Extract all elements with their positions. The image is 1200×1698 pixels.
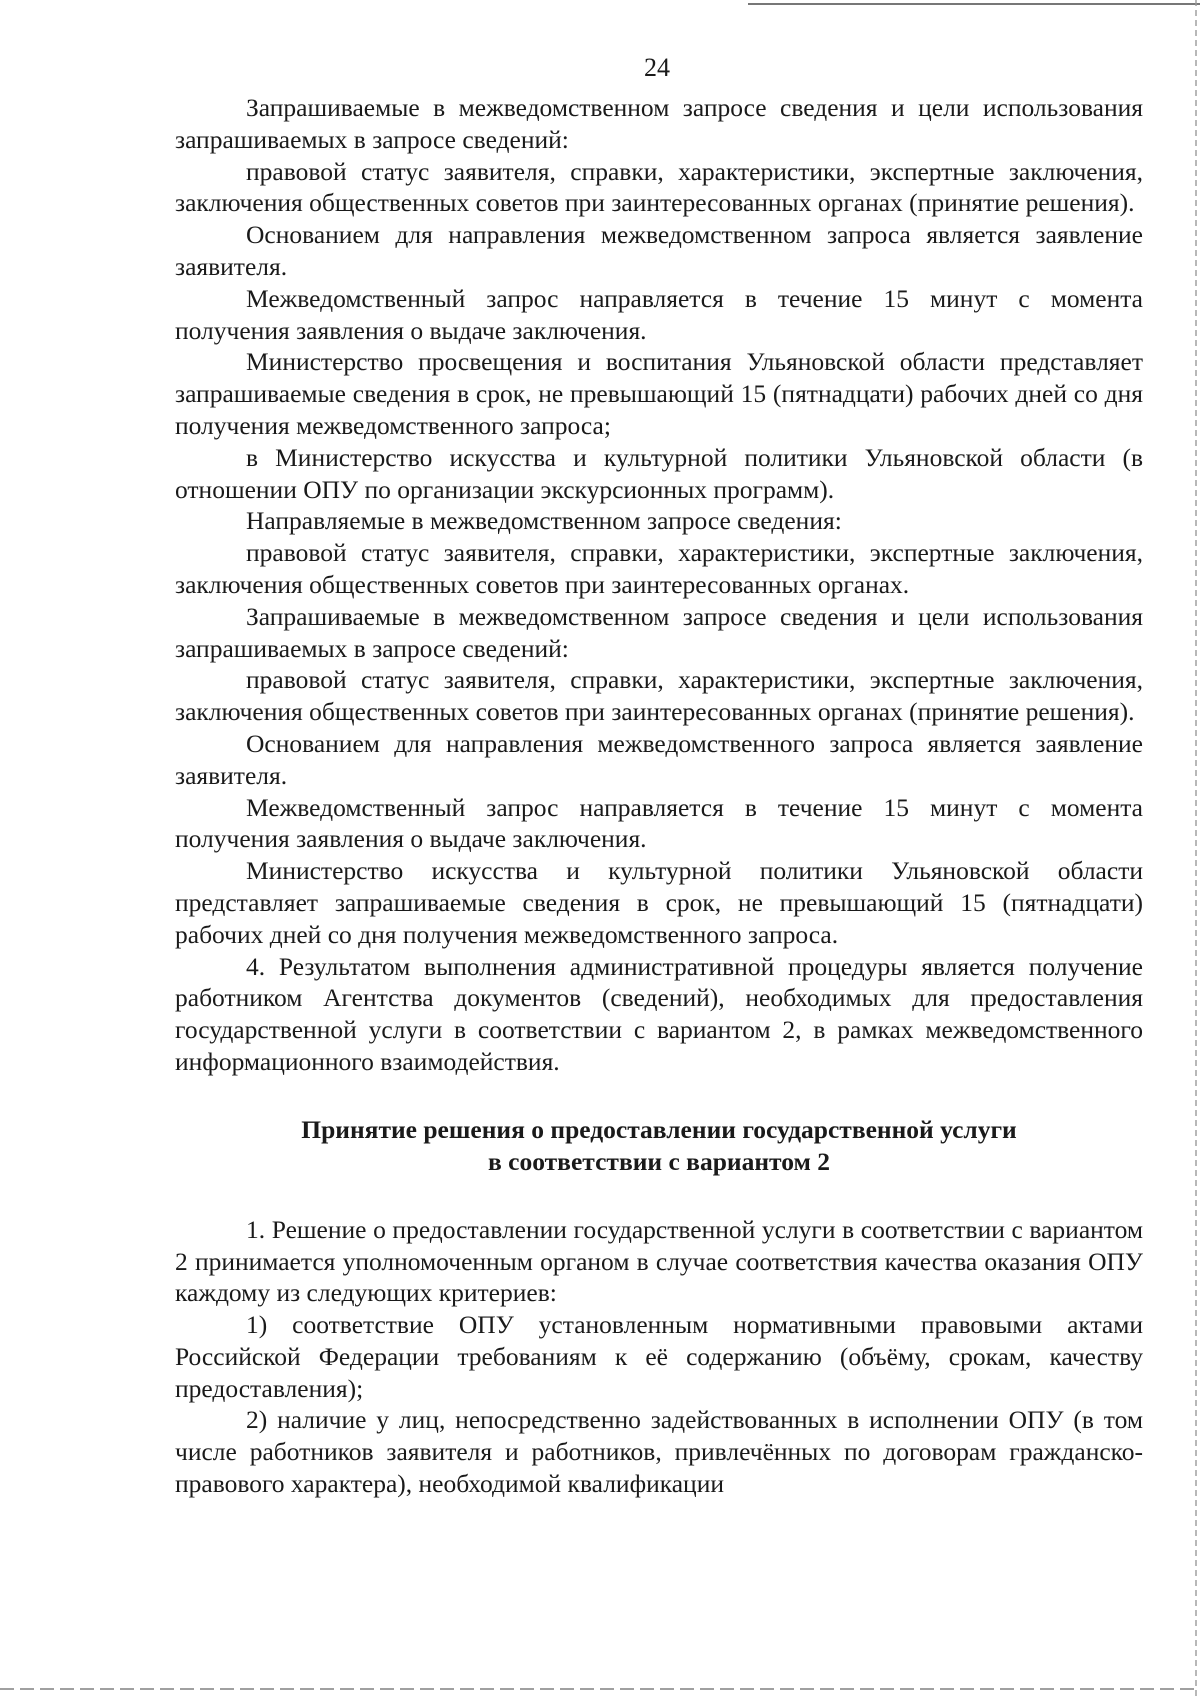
scan-edge-right [1195, 0, 1197, 1698]
paragraph: Основанием для направления межведомственном запроса является заявление заявителя. [175, 220, 1143, 281]
paragraph: правовой статус заявителя, справки, характеристики, экспертные заключения, заключения общественных советов при заинтересованных органах (принятие решения). [175, 665, 1143, 727]
paragraph: правовой статус заявителя, справки, характеристики, экспертные заключения, заключения общественных советов при заинтересованных органах (принятие решения). [175, 156, 1143, 218]
paragraph: Министерство просвещения и воспитания Ульяновской области представляет запрашиваемые сведения в срок, не превышающий 15 (пятнадцати) рабочих дней со дня получения межведомственного запроса; [175, 347, 1143, 440]
scan-edge-bottom [0, 1688, 1200, 1690]
paragraph: Межведомственный запрос направляется в течение 15 минут с момента получения заявления о выдаче заключения. [175, 283, 1143, 345]
section-heading-line: в соответствии с вариантом 2 [488, 1146, 830, 1176]
page-number: 24 [644, 53, 670, 82]
paragraph: в Министерство искусства и культурной политики Ульяновской области (в отношении ОПУ по организации экскурсионных программ). [175, 442, 1143, 504]
paragraph: Запрашиваемые в межведомственном запросе сведения и цели использования запрашиваемых в запросе сведений: [175, 93, 1143, 154]
scan-edge-top [748, 3, 1200, 5]
section-heading [175, 1114, 1143, 1178]
paragraph: 1. Решение о предоставлении государственной услуги в соответствии с вариантом 2 принимается уполномоченным органом в случае соответствия качества оказания ОПУ каждому из следующих критериев: [175, 1214, 1143, 1308]
paragraph: 1) соответствие ОПУ установленным нормативными правовыми актами Российской Федерации требованиям к её содержанию (объёму, срокам, качеству предоставления); [175, 1310, 1143, 1403]
paragraph: 2) наличие у лиц, непосредственно задействованных в исполнении ОПУ (в том числе работников заявителя и работников, привлечённых по договорам гражданско-правового характера), необходимой квалификации [175, 1405, 1143, 1499]
paragraph: Направляемые в межведомственном запросе сведения: [246, 506, 842, 536]
paragraph: правовой статус заявителя, справки, характеристики, экспертные заключения, заключения общественных советов при заинтересованных органах. [175, 538, 1143, 599]
document-body [175, 92, 1143, 1500]
paragraph: Министерство искусства и культурной политики Ульяновской области представляет запрашиваемые сведения в срок, не превышающий 15 (пятнадцати) рабочих дней со дня получения межведомственного запроса. [175, 856, 1143, 949]
paragraph: Межведомственный запрос направляется в течение 15 минут с момента получения заявления о выдаче заключения. [175, 792, 1143, 854]
section-heading-line: Принятие решения о предоставлении государственной услуги [301, 1114, 1017, 1144]
paragraph: 4. Результатом выполнения административной процедуры является получение работником Агентства документов (сведений), необходимых для предоставления государственной услуги в соответствии с вариантом 2, в рамках межведомственного информационного взаимодействия. [175, 951, 1143, 1076]
paragraph: Основанием для направления межведомственного запроса является заявление заявителя. [175, 728, 1143, 790]
paragraph: Запрашиваемые в межведомственном запросе сведения и цели использования запрашиваемых в запросе сведений: [175, 601, 1143, 663]
